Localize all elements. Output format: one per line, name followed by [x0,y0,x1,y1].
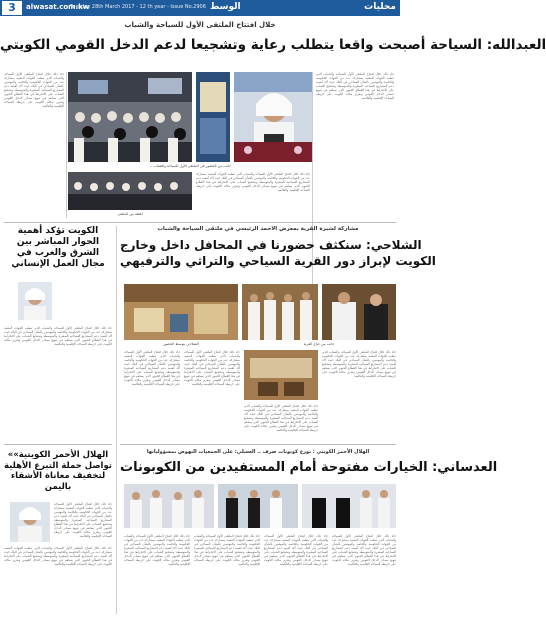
story1-caption-2: لقطة من الملتقى [117,212,143,216]
story2-photo-booth [124,284,238,340]
story3-headline: العدساني: الخيارات مفتوحة أمام المستفيدين من الكوبونات [120,460,498,475]
story3-photo-1 [124,484,214,528]
story1-column: جاء ذلك خلال افتتاح الملتقى الأول للسياحة والشباب الذي تنظمه الجهات المعنية بمشاركة عدد من الجهات الحكومية والخاصة والمهتمين بالشأن السياحي في البلاد حيث أكد أهمية دعم المشاريع السياحية الصغيرة والمتوسطة وتشجيع الشباب على الانخراط في هذا القطاع الحيوي الذي يساهم في تنويع مصادر الدخل القومي وتعزيز مكانة الكويت على خريطة السياحة الإقليمية والعالمية [196,172,310,192]
side2-column: جاء ذلك خلال افتتاح الملتقى الأول للسياحة والشباب الذي تنظمه الجهات المعنية بمشاركة عدد من الجهات الحكومية والخاصة والمهتمين بالشأن السياحي في البلاد حيث أكد أهمية دعم المشاريع السياحية الصغيرة والمتوسطة وتشجيع الشباب على الانخراط في هذا القطاع الحيوي الذي يساهم في تنويع مصادر الدخل القومي وتعزيز مكانة الكويت على خريطة السياحة الإقليمية والعالمية [54,502,112,538]
story1-photo-crowd [68,172,192,210]
story2-photo-exhibit [244,350,318,400]
story3-photo-3 [302,484,396,528]
page-number: 3 [2,1,22,15]
story3-column: جاء ذلك خلال افتتاح الملتقى الأول للسياحة والشباب الذي تنظمه الجهات المعنية بمشاركة عدد من الجهات الحكومية والخاصة والمهتمين بالشأن السياحي في البلاد حيث أكد أهمية دعم المشاريع السياحية الصغيرة والمتوسطة وتشجيع الشباب على الانخراط في هذا القطاع الحيوي الذي يساهم في تنويع مصادر الدخل القومي وتعزيز مكانة الكويت على خريطة السياحة الإقليمية والعالمية [194,534,260,566]
side2-headline: «الهلال الأحمر الكويتية» تواصل حملة التبرع الأهلية لتخفيف معاناة الأشقاء باليمن [4,450,112,492]
site-url[interactable]: alwasat.com.kw [26,3,90,11]
story2-caption-1: الشلاحي يتوسط الحضور [163,342,199,346]
story2-headline-1: الشلاحي: سنكثف حضورنا في المحافل داخل وخارج [120,238,422,252]
story3-photo-2 [218,484,298,528]
story1-photo-audience [68,72,192,162]
story2-caption-2: جانب من جناح القرية [303,342,335,346]
side2-portrait [10,502,50,542]
story2-photo-group [242,284,318,340]
story3-column: جاء ذلك خلال افتتاح الملتقى الأول للسياحة والشباب الذي تنظمه الجهات المعنية بمشاركة عدد من الجهات الحكومية والخاصة والمهتمين بالشأن السياحي في البلاد حيث أكد أهمية دعم المشاريع السياحية الصغيرة والمتوسطة وتشجيع الشباب على الانخراط في هذا القطاع الحيوي الذي يساهم في تنويع مصادر الدخل القومي وتعزيز مكانة الكويت على خريطة السياحة الإقليمية والعالمية [332,534,396,566]
story1-photo-banner [196,72,230,162]
section-title: محليات [364,2,396,12]
story2-headline-2: الكويت لإبراز دور القرية السياحي والتراثي والترفيهي [120,254,436,268]
story1-column: جاء ذلك خلال افتتاح الملتقى الأول للسياحة والشباب الذي تنظمه الجهات المعنية بمشاركة عدد من الجهات الحكومية والخاصة والمهتمين بالشأن السياحي في البلاد حيث أكد أهمية دعم المشاريع السياحية الصغيرة والمتوسطة وتشجيع الشباب على الانخراط في هذا القطاع الحيوي الذي يساهم في تنويع مصادر الدخل القومي وتعزيز مكانة الكويت على خريطة السياحة الإقليمية والعالمية [4,72,64,108]
story3-column: جاء ذلك خلال افتتاح الملتقى الأول للسياحة والشباب الذي تنظمه الجهات المعنية بمشاركة عدد من الجهات الحكومية والخاصة والمهتمين بالشأن السياحي في البلاد حيث أكد أهمية دعم المشاريع السياحية الصغيرة والمتوسطة وتشجيع الشباب على الانخراط في هذا القطاع الحيوي الذي يساهم في تنويع مصادر الدخل القومي وتعزيز مكانة الكويت على خريطة السياحة الإقليمية والعالمية [264,534,328,566]
story1-headline: العبدالله: السياحة أصبحت واقعا يتطلب رعاية وتشجيعا لدعم الدخل القومي الكويتي [0,37,546,53]
side1-column: جاء ذلك خلال افتتاح الملتقى الأول للسياحة والشباب الذي تنظمه الجهات المعنية بمشاركة عدد من الجهات الحكومية والخاصة والمهتمين بالشأن السياحي في البلاد حيث أكد أهمية دعم المشاريع السياحية الصغيرة والمتوسطة وتشجيع الشباب على الانخراط في هذا القطاع الحيوي الذي يساهم في تنويع مصادر الدخل القومي وتعزيز مكانة الكويت على خريطة السياحة الإقليمية والعالمية [4,326,112,346]
side1-portrait [18,282,52,320]
brand-logo: الوسط [210,2,241,12]
date-line: Tuesday 28th March 2017 - 12 th year - Issue No.2906 [70,4,206,10]
story3-column: جاء ذلك خلال افتتاح الملتقى الأول للسياحة والشباب الذي تنظمه الجهات المعنية بمشاركة عدد من الجهات الحكومية والخاصة والمهتمين بالشأن السياحي في البلاد حيث أكد أهمية دعم المشاريع السياحية الصغيرة والمتوسطة وتشجيع الشباب على الانخراط في هذا القطاع الحيوي الذي يساهم في تنويع مصادر الدخل القومي وتعزيز مكانة الكويت على خريطة السياحة الإقليمية والعالمية [124,534,190,566]
story2-column: جاء ذلك خلال افتتاح الملتقى الأول للسياحة والشباب الذي تنظمه الجهات المعنية بمشاركة عدد من الجهات الحكومية والخاصة والمهتمين بالشأن السياحي في البلاد حيث أكد أهمية دعم المشاريع السياحية الصغيرة والمتوسطة وتشجيع الشباب على الانخراط في هذا القطاع الحيوي الذي يساهم في تنويع مصادر الدخل القومي وتعزيز مكانة الكويت على خريطة السياحة الإقليمية والعالمية [124,350,180,386]
story2-column: جاء ذلك خلال افتتاح الملتقى الأول للسياحة والشباب الذي تنظمه الجهات المعنية بمشاركة عدد من الجهات الحكومية والخاصة والمهتمين بالشأن السياحي في البلاد حيث أكد أهمية دعم المشاريع السياحية الصغيرة والمتوسطة وتشجيع الشباب على الانخراط في هذا القطاع الحيوي الذي يساهم في تنويع مصادر الدخل القومي وتعزيز مكانة الكويت على خريطة السياحة الإقليمية والعالمية [184,350,240,386]
story2-column: جاء ذلك خلال افتتاح الملتقى الأول للسياحة والشباب الذي تنظمه الجهات المعنية بمشاركة عدد من الجهات الحكومية والخاصة والمهتمين بالشأن السياحي في البلاد حيث أكد أهمية دعم المشاريع السياحية الصغيرة والمتوسطة وتشجيع الشباب على الانخراط في هذا القطاع الحيوي الذي يساهم في تنويع مصادر الدخل القومي وتعزيز مكانة الكويت على خريطة السياحة الإقليمية والعالمية [244,404,318,432]
story1-column: جاء ذلك خلال افتتاح الملتقى الأول للسياحة والشباب الذي تنظمه الجهات المعنية بمشاركة عدد من الجهات الحكومية والخاصة والمهتمين بالشأن السياحي في البلاد حيث أكد أهمية دعم المشاريع السياحية الصغيرة والمتوسطة وتشجيع الشباب على الانخراط في هذا القطاع الحيوي الذي يساهم في تنويع مصادر الدخل القومي وتعزيز مكانة الكويت على خريطة السياحة الإقليمية والعالمية [316,72,394,100]
story2-kicker: مشاركة لشبرة القرية بمعرض الاحمد الرئيسي في ملتقى السياحة والشباب [157,226,359,232]
side2-column: جاء ذلك خلال افتتاح الملتقى الأول للسياحة والشباب الذي تنظمه الجهات المعنية بمشاركة عدد من الجهات الحكومية والخاصة والمهتمين بالشأن السياحي في البلاد حيث أكد أهمية دعم المشاريع السياحية الصغيرة والمتوسطة وتشجيع الشباب على الانخراط في هذا القطاع الحيوي الذي يساهم في تنويع مصادر الدخل القومي وتعزيز مكانة الكويت على خريطة السياحة الإقليمية والعالمية [4,546,112,566]
story2-photo-portrait [322,284,396,340]
story1-kicker: خلال افتتاح الملتقى الأول للسياحة والشباب [124,21,276,29]
story1-photo-speaker [234,72,312,162]
story3-kicker: الهلال الأحمر الكويتي : توزع كوبونات صرف .. العسلي: على الجمعيات النهوض بمسؤولياتها [146,449,370,455]
story1-caption-1: ... جانب من الحضور في الملتقى الأول للسياحة والشباب [149,164,231,168]
side1-headline: الكويت تؤكد أهمية الحوار المباشر بين الشرق والغرب في مجال العمل الإنساني [11,226,105,269]
story2-column: جاء ذلك خلال افتتاح الملتقى الأول للسياحة والشباب الذي تنظمه الجهات المعنية بمشاركة عدد من الجهات الحكومية والخاصة والمهتمين بالشأن السياحي في البلاد حيث أكد أهمية دعم المشاريع السياحية الصغيرة والمتوسطة وتشجيع الشباب على الانخراط في هذا القطاع الحيوي الذي يساهم في تنويع مصادر الدخل القومي وتعزيز مكانة الكويت على خريطة السياحة الإقليمية والعالمية [322,350,396,378]
